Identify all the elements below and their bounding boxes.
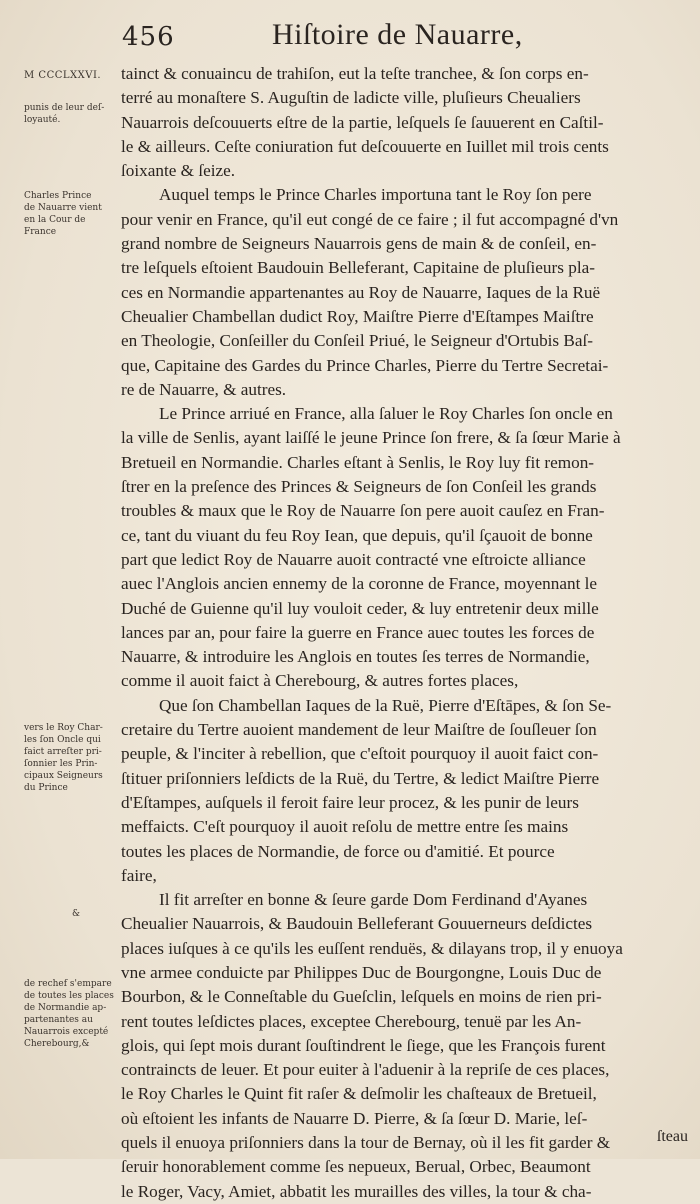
text-line: en Theologie, Conſeiller du Conſeil Priué, le Seigneur d'Ortubis Baſ- bbox=[121, 331, 594, 351]
text-line: la ville de Senlis, ayant laiſſé le jeune Prince ſon frere, & ſa ſœur Marie à bbox=[121, 428, 621, 448]
running-title: Hiſtoire de Nauarre, bbox=[272, 18, 523, 51]
text-line: ce, tant du viuant du feu Roy Iean, que depuis, qu'il ſçauoit de bonne bbox=[121, 525, 593, 545]
text-line: auec l'Anglois ancien ennemy de la coronne de France, moyennant le bbox=[121, 574, 598, 594]
text-line: Nauarre, & introduire les Anglois en toutes ſes terres de Normandie, bbox=[121, 647, 590, 667]
body-text bbox=[121, 62, 699, 1204]
text-line: contraincts de leuer. Et pour euiter à l'aduenir à la repriſe de ces places, bbox=[121, 1060, 610, 1080]
text-line: quels il enuoya priſonniers dans la tour de Bernay, où il les fit garder & bbox=[121, 1133, 611, 1153]
margin-note-punishment: punis de leur deſ- loyauté. bbox=[24, 103, 105, 125]
text-line: ſoixante & ſeize. bbox=[121, 161, 236, 181]
text-line: tre leſquels eſtoient Baudouin Belleferant, Capitaine de pluſieurs pla- bbox=[121, 258, 595, 278]
text-line: places iuſques à ce qu'ils les euſſent renduës, & dilayans trop, il y enuoya bbox=[121, 938, 623, 958]
margin-note-ampersand: & bbox=[72, 909, 81, 919]
text-line: troubles & maux que le Roy de Nauarre ſon pere auoit cauſez en Fran- bbox=[121, 501, 605, 521]
page-header bbox=[122, 18, 682, 58]
text-line: pour venir en France, qu'il eut congé de ce faire ; il fut accompagné d'vn bbox=[121, 209, 619, 229]
text-line: Nauarrois deſcouuerts eſtre de la partie, leſquels ſe ſauuerent en Caſtil- bbox=[121, 112, 604, 132]
catchword: ſteau bbox=[656, 1128, 688, 1145]
text-line: ſtituer priſonniers leſdicts de la Ruë, du Tertre, & ledict Maiſtre Pierre bbox=[121, 768, 600, 788]
margin-note-prince-arrives: Charles Prince de Nauarre vient en la Cour de France bbox=[24, 191, 102, 237]
text-line: d'Eſtampes, auſquels il feroit faire leur procez, & les punir de leurs bbox=[121, 792, 579, 812]
text-line: Duché de Guienne qu'il luy vouloit ceder, & luy entretenir deux mille bbox=[121, 598, 599, 618]
text-line: glois, qui ſept mois durant ſouſtindrent le ſiege, que les François furent bbox=[121, 1035, 606, 1055]
text-line: tainct & conuaincu de trahiſon, eut la teſte tranchee, & ſon corps en- bbox=[121, 64, 589, 83]
text-line: cretaire du Tertre auoient mandement de leur Maiſtre de ſouſleuer ſon bbox=[121, 720, 597, 740]
text-line: Bourbon, & le Conneſtable du Gueſclin, leſquels en moins de rien pri- bbox=[121, 987, 602, 1007]
margin-year: M CCCLXXVI. bbox=[24, 70, 102, 81]
text-line: ſtrer en la preſence des Princes & Seigneurs de ſon Conſeil les grands bbox=[121, 477, 597, 497]
text-line: Que ſon Chambellan Iaques de la Ruë, Pierre d'Eſtāpes, & ſon Se- bbox=[159, 695, 612, 715]
text-line: ſeruir honorablement comme ſes nepueux, Berual, Orbec, Beaumont bbox=[121, 1157, 591, 1177]
text-line: grand nombre de Seigneurs Nauarrois gens de main & de conſeil, en- bbox=[121, 234, 597, 254]
text-line: Le Prince arriué en France, alla ſaluer le Roy Charles ſon oncle en bbox=[159, 404, 613, 424]
text-line: Cheualier Chambellan dudict Roy, Maiſtre Pierre d'Eſtampes Maiſtre bbox=[121, 306, 594, 326]
text-line: le Roger, Vacy, Amiet, abbatit les murailles des villes, la tour & cha- bbox=[121, 1181, 592, 1201]
text-line: rent toutes leſdictes places, exceptee Cherebourg, tenuë par les An- bbox=[121, 1011, 582, 1031]
text-line: Cheualier Nauarrois, & Baudouin Belleferant Gouuerneurs deſdictes bbox=[121, 914, 593, 934]
text-line: Il fit arreſter en bonne & ſeure garde Dom Ferdinand d'Ayanes bbox=[159, 890, 588, 910]
text-line: le Roy Charles le Quint fit raſer & deſmolir les chaſteaux de Bretueil, bbox=[121, 1084, 597, 1104]
margin-note-normandy: de rechef s'empare de toutes les places de Normandie ap- partenantes au Nauarrois excepté Cherebourg,& bbox=[24, 979, 114, 1049]
text-line: meffaicts. C'eſt pourquoy il auoit reſolu de mettre entre ſes mains bbox=[121, 817, 569, 837]
page-number: 456 bbox=[122, 22, 175, 52]
margin-note-arrest: vers le Roy Char- les ſon Oncle qui faict arreſter pri- ſonnier les Prin- cipaux Seigneurs du Prince bbox=[24, 723, 103, 793]
text-line: où eſtoient les infants de Nauarre D. Pierre, & ſa ſœur D. Marie, leſ- bbox=[121, 1108, 588, 1128]
text-line: re de Nauarre, & autres. bbox=[121, 379, 287, 399]
text-line: peuple, & l'inciter à rebellion, que c'eſtoit pourquoy il auoit faict con- bbox=[121, 744, 599, 764]
text-line: vne armee conduicte par Philippes Duc de Bourgongne, Louis Duc de bbox=[121, 962, 602, 982]
text-line: comme il auoit faict à Cherebourg, & autres fortes places, bbox=[121, 671, 519, 691]
text-line: toutes les places de Normandie, de force ou d'amitié. Et pource bbox=[121, 841, 555, 861]
text-line: Auquel temps le Prince Charles importuna tant le Roy ſon pere bbox=[159, 185, 592, 205]
text-line: terré au monaſtere S. Auguſtin de ladicte ville, pluſieurs Cheualiers bbox=[121, 88, 581, 108]
text-line: lances par an, pour faire la guerre en France auec toutes les forces de bbox=[121, 622, 595, 642]
text-line: faire, bbox=[121, 865, 157, 885]
text-line: le & ailleurs. Ceſte coniuration fut deſcouuerte en Iuillet mil trois cents bbox=[121, 136, 609, 156]
text-line: part que ledict Roy de Nauarre auoit contracté vne eſtroicte alliance bbox=[121, 549, 586, 569]
text-line: que, Capitaine des Gardes du Prince Charles, Pierre du Tertre Secretai- bbox=[121, 355, 609, 375]
text-line: Bretueil en Normandie. Charles eſtant à Senlis, le Roy luy fit remon- bbox=[121, 452, 595, 472]
text-line: ces en Normandie appartenantes au Roy de Nauarre, Iaques de la Ruë bbox=[121, 282, 601, 302]
